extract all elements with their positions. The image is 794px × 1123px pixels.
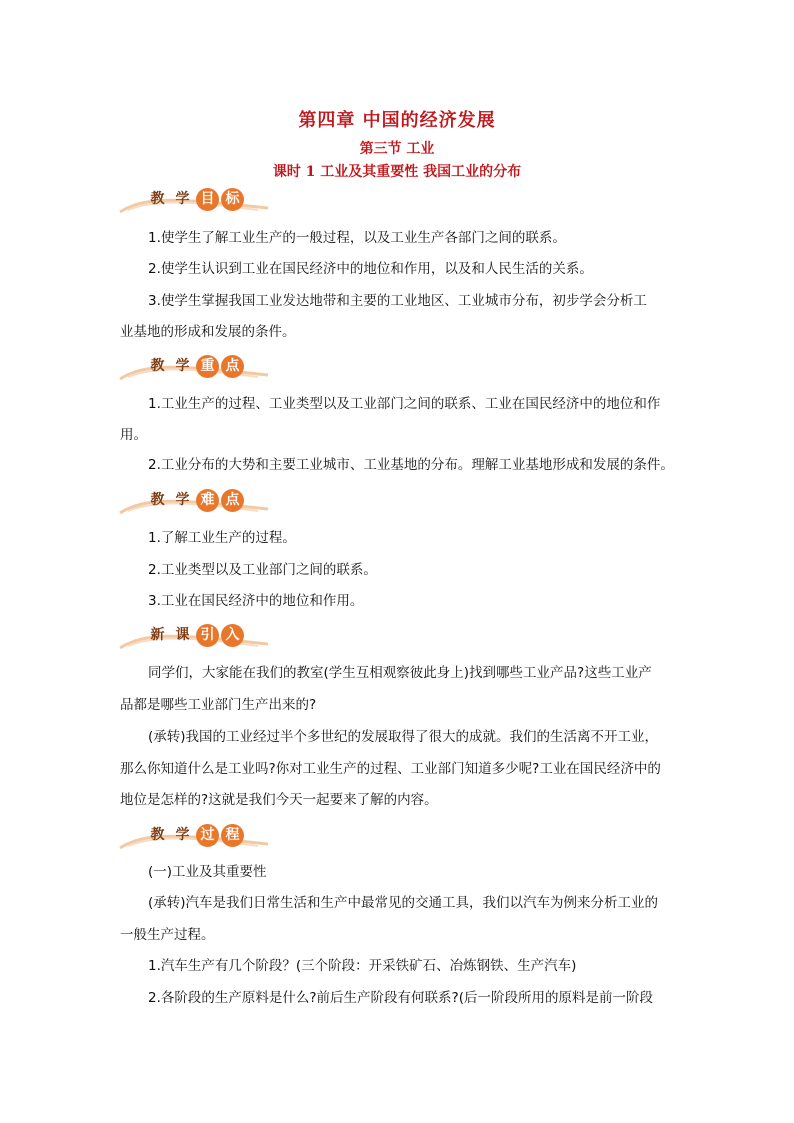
section-header-goals bbox=[118, 186, 278, 214]
intro-line: 那么你知道什么是工业吗?你对工业生产的过程、工业部门知道多少呢?工业在国民经济中的 bbox=[120, 761, 661, 777]
intro-line: 同学们，大家能在我们的教室(学生互相观察彼此身上)找到哪些工业产品?这些工业产 bbox=[148, 665, 652, 681]
chapter-title: 第四章 中国的经济发展 bbox=[298, 110, 496, 131]
goal-line: 业基地的形成和发展的条件。 bbox=[120, 324, 296, 340]
key-point-line: 用。 bbox=[120, 427, 147, 443]
section-title: 第三节 工业 bbox=[359, 141, 435, 157]
section-char: 教 bbox=[150, 358, 165, 374]
section-char: 课 bbox=[175, 627, 190, 643]
difficulty-line: 1.了解工业生产的过程。 bbox=[148, 530, 296, 546]
process-line: 2.各阶段的生产原料是什么?前后生产阶段有何联系?(后一阶段所用的原料是前一阶段 bbox=[148, 990, 653, 1006]
lesson-title: 课时 1 工业及其重要性 我国工业的分布 bbox=[272, 164, 522, 180]
process-line: (一)工业及其重要性 bbox=[148, 864, 267, 880]
section-char: 教 bbox=[150, 492, 165, 508]
section-header-process bbox=[118, 822, 278, 850]
goal-line: 3.使学生掌握我国工业发达地带和主要的工业地区、工业城市分布，初步学会分析工 bbox=[148, 293, 647, 309]
process-line: (承转)汽车是我们日常生活和生产中最常见的交通工具，我们以汽车为例来分析工业的 bbox=[148, 895, 659, 911]
section-char: 学 bbox=[175, 492, 190, 508]
section-char-badge: 引 bbox=[196, 624, 219, 647]
section-header-key-points bbox=[118, 353, 278, 381]
difficulty-line: 2.工业类型以及工业部门之间的联系。 bbox=[148, 562, 377, 578]
goal-line: 2.使学生认识到工业在国民经济中的地位和作用，以及和人民生活的关系。 bbox=[148, 261, 593, 277]
difficulty-line: 3.工业在国民经济中的地位和作用。 bbox=[148, 593, 364, 609]
section-header-intro bbox=[118, 622, 278, 650]
section-char-badge: 程 bbox=[221, 824, 244, 847]
key-point-line: 2.工业分布的大势和主要工业城市、工业基地的分布。理解工业基地形成和发展的条件。 bbox=[148, 457, 674, 473]
section-char-badge: 重 bbox=[196, 355, 219, 378]
section-header-difficulties bbox=[118, 487, 278, 515]
section-char-badge: 标 bbox=[221, 188, 244, 211]
section-char: 学 bbox=[175, 358, 190, 374]
goal-line: 1.使学生了解工业生产的一般过程，以及工业生产各部门之间的联系。 bbox=[148, 230, 566, 246]
section-char-badge: 点 bbox=[221, 355, 244, 378]
section-char: 新 bbox=[150, 627, 165, 643]
section-char-badge: 难 bbox=[196, 489, 219, 512]
intro-line: (承转)我国的工业经过半个多世纪的发展取得了很大的成就。我们的生活离不开工业， bbox=[148, 729, 659, 745]
process-line: 一般生产过程。 bbox=[120, 927, 215, 943]
process-line: 1.汽车生产有几个阶段？(三个阶段：开采铁矿石、冶炼钢铁、生产汽车) bbox=[148, 958, 577, 974]
intro-line: 品都是哪些工业部门生产出来的? bbox=[120, 697, 317, 713]
key-point-line: 1.工业生产的过程、工业类型以及工业部门之间的联系、工业在国民经济中的地位和作 bbox=[148, 396, 661, 412]
section-char-badge: 目 bbox=[196, 188, 219, 211]
intro-line: 地位是怎样的?这就是我们今天一起要来了解的内容。 bbox=[120, 792, 438, 808]
section-char-badge: 入 bbox=[221, 624, 244, 647]
section-char: 教 bbox=[150, 827, 165, 843]
section-char-badge: 点 bbox=[221, 489, 244, 512]
section-char: 教 bbox=[150, 191, 165, 207]
section-char: 学 bbox=[175, 191, 190, 207]
section-char: 学 bbox=[175, 827, 190, 843]
section-char-badge: 过 bbox=[196, 824, 219, 847]
